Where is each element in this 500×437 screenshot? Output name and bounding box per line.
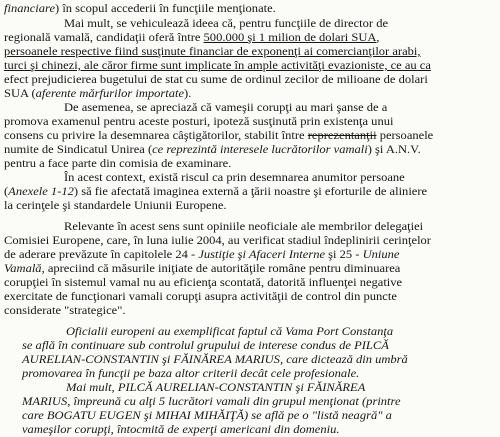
text-segment: Vamală	[4, 262, 42, 275]
text-segment: numite de Sindicatul Unirea (	[4, 143, 153, 156]
text-segment: regională vamală, candidaţii oferă între	[4, 31, 204, 44]
text-segment: aferente mărfurilor importate	[35, 87, 185, 100]
text-segment: turci şi chinezi, ale căror firme sunt implicate în ample activităţi evazioniste, ce au ca	[4, 59, 431, 72]
text-line	[4, 45, 421, 59]
text-line	[4, 185, 427, 199]
text-segment: Mai mult, PILCĂ AURELIAN-CONSTANTIN şi FĂINĂREA	[66, 381, 366, 394]
text-segment: Oficialii europeni au exemplificat faptul că Vama Port Constanţa	[66, 325, 394, 338]
text-segment: ) şi A.N.V.	[367, 143, 421, 156]
text-segment: consens cu privire la desemnarea câştigătorilor, stabilit între	[4, 129, 308, 142]
text-segment: Relevante în acest sens sunt opiniile neoficiale ale membrilor delegaţiei	[64, 220, 424, 233]
text-line	[22, 353, 408, 367]
text-line	[4, 129, 433, 143]
text-segment: şi 25 -	[325, 248, 363, 261]
text-line	[64, 101, 387, 115]
text-line	[4, 248, 399, 262]
text-line	[4, 87, 191, 101]
text-line	[4, 304, 125, 318]
text-segment: 500.000 şi 1 milion de dolari SUA	[203, 31, 377, 44]
text-line	[22, 339, 389, 353]
text-line	[4, 2, 276, 16]
text-line	[4, 234, 431, 248]
text-line	[4, 290, 397, 304]
text-segment: Justiţie şi Afaceri Interne	[198, 248, 326, 261]
text-segment: considerate "strategice".	[4, 304, 126, 317]
text-segment: promovarea în funcţii pe baza altor criterii decât cele profesionale.	[22, 367, 360, 380]
text-segment: SUA (	[4, 87, 36, 100]
text-segment: se află în continuare sub controlul grupului de interese condus de PILCĂ	[22, 339, 389, 352]
text-segment: (	[4, 185, 9, 198]
text-segment: ce reprezintă interesele lucrătorilor vamali	[152, 143, 368, 156]
text-line	[22, 367, 359, 381]
text-segment: promova examenul pentru aceste posturi, ipoteză susţinută prin existenţa unui	[4, 115, 394, 128]
text-segment: AURELIAN-CONSTANTIN şi FĂINĂREA MARIUS, care dictează din umbră	[22, 353, 408, 366]
text-segment: persoanele	[376, 129, 434, 142]
text-segment: Mai mult, se vehiculează ideea că, pentru funcţiile de director de	[64, 17, 389, 30]
text-segment: vameşilor corupţi, întocmită de experţi americani din domeniu.	[22, 423, 340, 436]
text-line	[4, 73, 428, 87]
text-line	[66, 381, 365, 395]
text-segment: care BOGATU EUGEN şi MIHAI MIHĂIŢĂ) se află pe o "listă neagră" a	[22, 409, 392, 422]
text-line	[4, 115, 393, 129]
text-line	[4, 199, 227, 213]
text-line	[66, 325, 393, 339]
text-segment: Comisiei Europene, care, în luna iulie 2004, au verificat stadiul îndeplinirii cerinţelor	[4, 234, 431, 247]
text-segment: financiare	[4, 2, 56, 15]
text-segment: de aderare prevăzute în capitolele 24 -	[4, 248, 199, 261]
text-line	[4, 31, 380, 45]
text-segment: Uniune	[362, 248, 400, 261]
text-line	[4, 59, 431, 73]
text-segment: exercitate de funcţionari vamali corupţi asupra activităţii de control din puncte	[4, 290, 397, 303]
text-line	[22, 423, 340, 437]
text-segment: ,	[376, 31, 380, 44]
text-line	[4, 157, 231, 171]
text-line	[64, 171, 405, 185]
text-segment: De asemenea, se apreciază că vameşii corupţi au mari şanse de a	[64, 101, 388, 114]
text-line	[64, 220, 423, 234]
text-segment: persoanele respective fiind susţinute financiar de exponenţi ai comercianţilor arabi,	[4, 45, 421, 58]
text-segment: ) în scopul accederii în funcţiile menţionate.	[55, 2, 276, 15]
text-segment: ).	[184, 87, 192, 100]
text-segment: efect prejudicierea bugetului de stat cu sume de ordinul zecilor de milioane de dolari	[4, 73, 428, 86]
text-segment: pentru a face parte din comisia de examinare.	[4, 157, 232, 170]
text-segment: corupţiei în sistemul vamal nu au eficienţa scontată, datorită influenţei negative	[4, 276, 403, 289]
text-segment: MARIUS, împreună cu alţi 5 lucrători vamali din grupul menţionat (printre	[22, 395, 401, 408]
text-segment: la cerinţele şi standardele Uniunii Europene.	[4, 199, 227, 212]
text-line	[4, 276, 402, 290]
text-segment: , apreciind că măsurile iniţiate de autorităţile române pentru diminuarea	[41, 262, 401, 275]
text-line	[22, 409, 392, 423]
text-line	[64, 17, 388, 31]
text-segment: În acest context, există riscul ca prin desemnarea anumitor persoane	[64, 171, 405, 184]
text-line	[4, 143, 421, 157]
text-segment: Anexele 1-12	[8, 185, 74, 198]
text-line	[4, 262, 400, 276]
text-segment: ) să fie afectată imaginea externă a ţării noastre şi eforturile de aliniere	[73, 185, 428, 198]
text-segment: reprezentanţii	[307, 129, 377, 142]
text-line	[22, 395, 401, 409]
